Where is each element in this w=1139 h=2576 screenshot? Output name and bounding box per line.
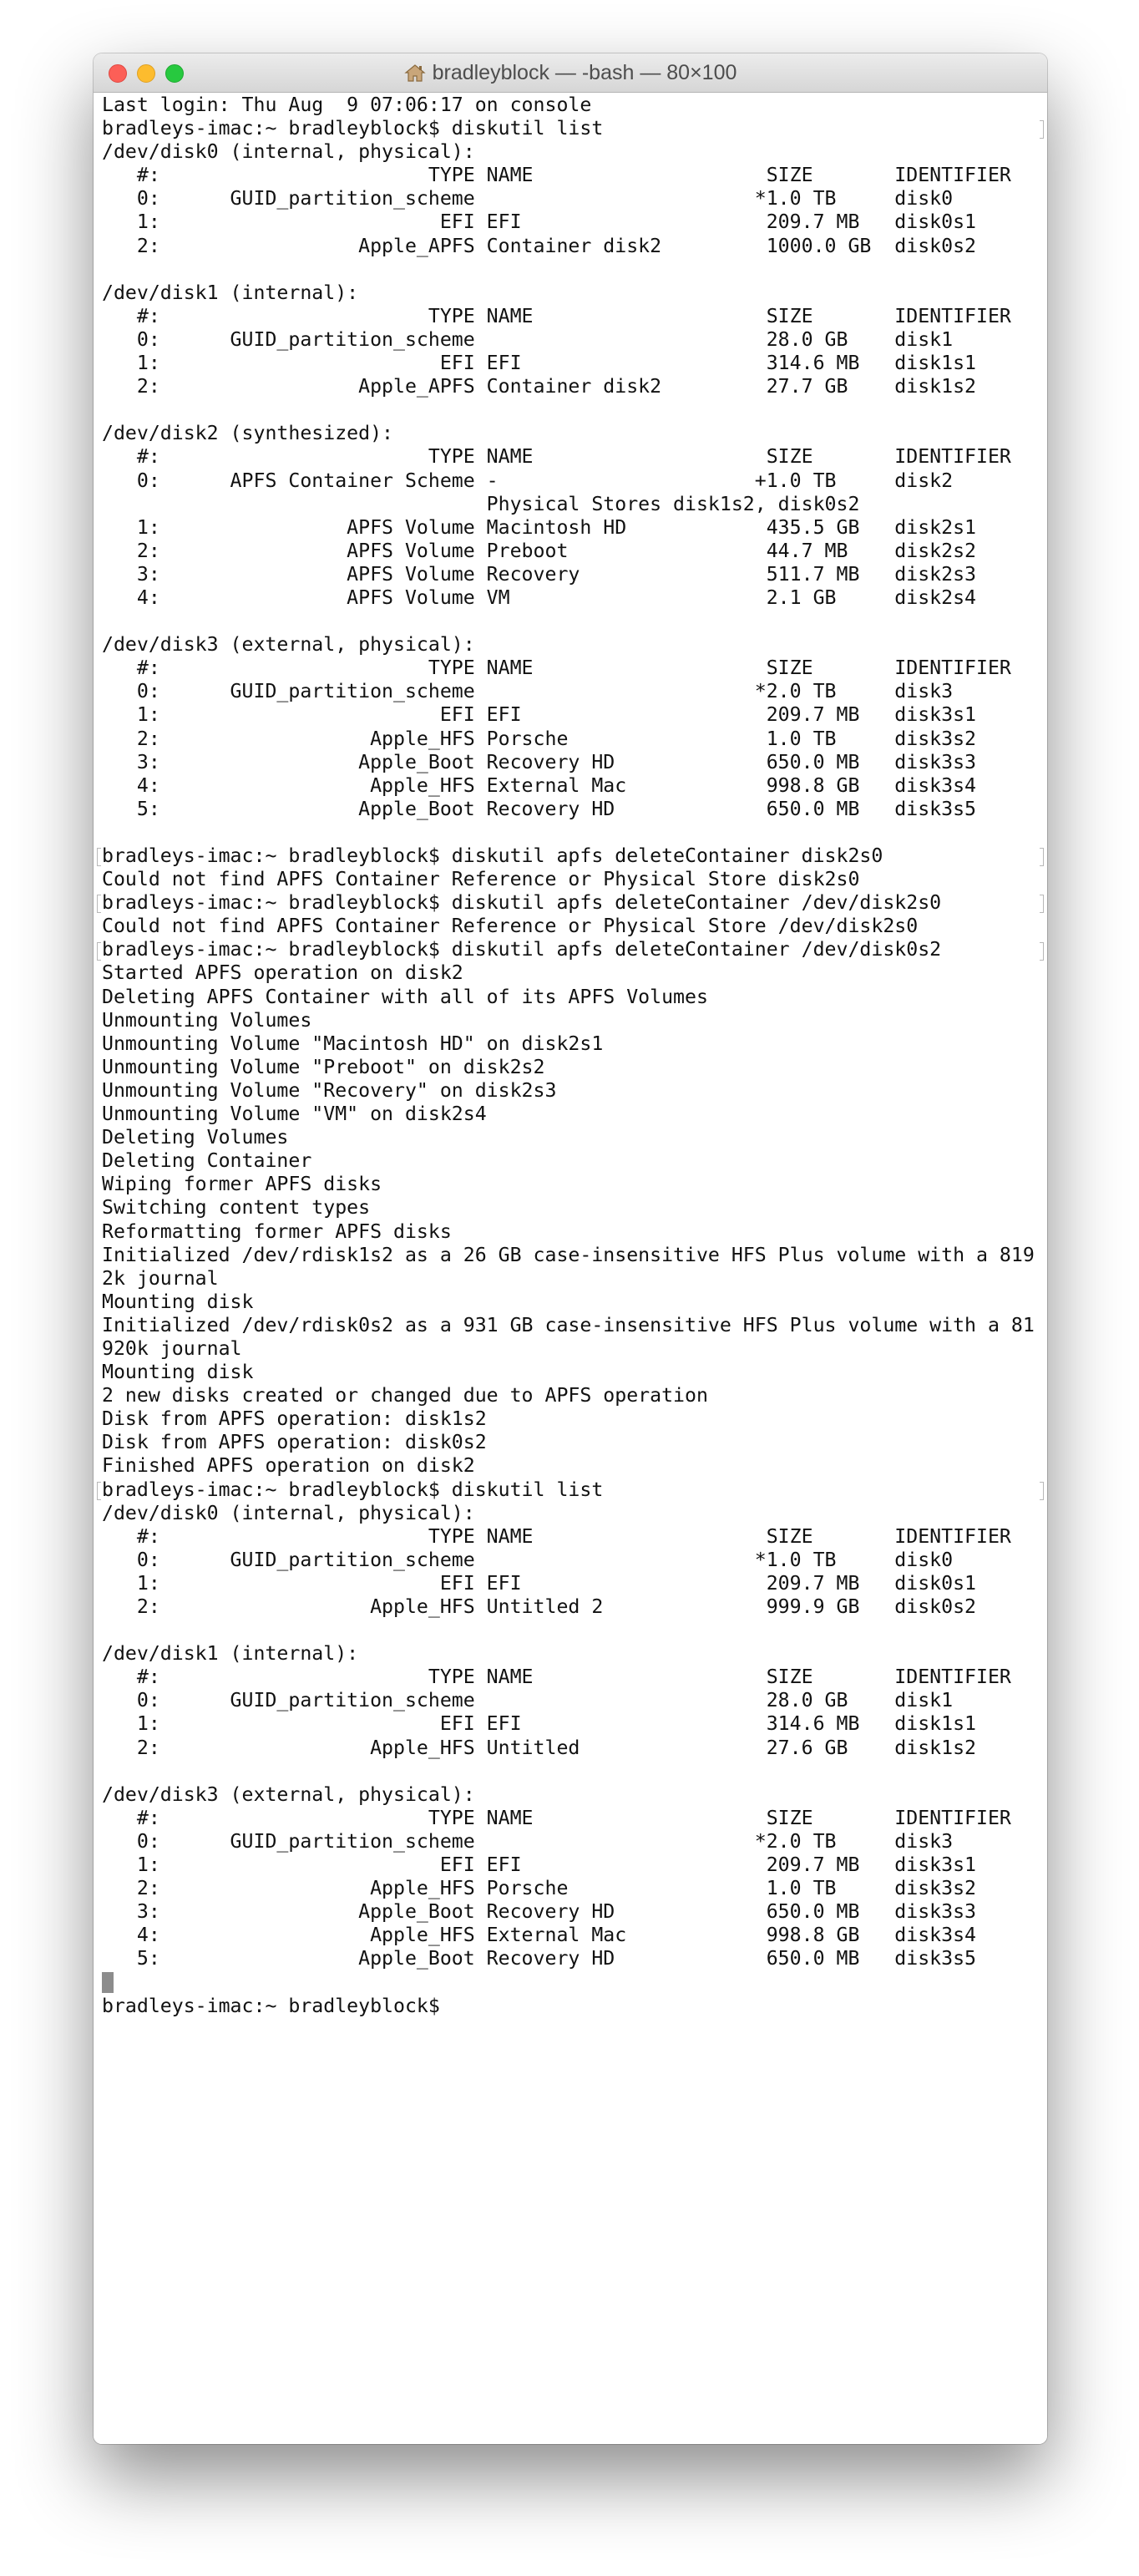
- line-text: Last login: Thu Aug 9 07:06:17 on console: [102, 94, 592, 116]
- line-text: 2: APFS Volume Preboot 44.7 MB disk2s2: [102, 539, 977, 562]
- line-text: Mounting disk: [102, 1361, 254, 1384]
- output-line: [102, 1595, 1037, 1619]
- output-line: [102, 187, 1037, 210]
- line-text: 0: APFS Container Scheme - +1.0 TB disk2: [102, 469, 954, 492]
- line-text: Could not find APFS Container Reference or Physical Store disk2s0: [102, 868, 860, 891]
- prompt-mark-left: [97, 895, 101, 913]
- house-icon: [404, 56, 426, 74]
- line-text: Could not find APFS Container Reference or Physical Store /dev/disk2s0: [102, 915, 919, 938]
- output-line: [102, 1361, 1037, 1384]
- line-text: 5: Apple_Boot Recovery HD 650.0 MB disk3s5: [102, 1947, 977, 1970]
- output-line: [102, 1337, 1037, 1361]
- output-line: [102, 164, 1037, 187]
- line-text: 0: GUID_partition_scheme 28.0 GB disk1: [102, 327, 954, 351]
- output-line: [102, 1431, 1037, 1454]
- output-line: [102, 633, 1037, 657]
- window-title: [94, 53, 1047, 92]
- line-text: /dev/disk1 (internal):: [102, 281, 359, 304]
- output-line: [102, 961, 1037, 985]
- line-text: Finished APFS operation on disk2: [102, 1454, 475, 1478]
- line-text: 4: Apple_HFS External Mac 998.8 GB disk3s4: [102, 773, 977, 797]
- line-text: Unmounting Volume "Macintosh HD" on disk2s1: [102, 1032, 604, 1055]
- output-line: [102, 1525, 1037, 1549]
- output-line: [102, 1314, 1037, 1337]
- output-line: [102, 493, 1037, 516]
- output-line: [102, 1900, 1037, 1924]
- terminal-content[interactable]: [94, 93, 1047, 2444]
- line-text: 2: Apple_HFS Untitled 27.6 GB disk1s2: [102, 1736, 977, 1759]
- line-text: Disk from APFS operation: disk0s2: [102, 1431, 487, 1454]
- line-text: 1: EFI EFI 314.6 MB disk1s1: [102, 352, 977, 375]
- output-line: [102, 1244, 1037, 1267]
- line-text: #: TYPE NAME SIZE IDENTIFIER: [102, 657, 1011, 680]
- output-line: [102, 1009, 1037, 1032]
- line-text: 1: EFI EFI 209.7 MB disk3s1: [102, 1853, 977, 1877]
- line-text: /dev/disk2 (synthesized):: [102, 422, 394, 445]
- output-line: [102, 728, 1037, 751]
- output-line: [102, 703, 1037, 727]
- prompt-line: [102, 938, 1037, 961]
- line-text: 1: EFI EFI 209.7 MB disk0s1: [102, 1571, 977, 1595]
- output-line: [102, 1853, 1037, 1877]
- line-text: bradleys-imac:~ bradleyblock$ diskutil list: [102, 117, 604, 140]
- output-line: [102, 1149, 1037, 1173]
- prompt-line: [102, 1478, 1037, 1502]
- output-line: [102, 1502, 1037, 1525]
- output-line: [102, 1407, 1037, 1431]
- line-text: 1: EFI EFI 209.7 MB disk0s1: [102, 210, 977, 234]
- title-bar[interactable]: [94, 53, 1047, 93]
- line-text: Unmounting Volume "VM" on disk2s4: [102, 1103, 487, 1126]
- output-line: [102, 540, 1037, 563]
- output-line: [102, 1760, 1037, 1783]
- line-text: 2: Apple_APFS Container disk2 27.7 GB disk1s2: [102, 375, 977, 398]
- output-line: [102, 657, 1037, 680]
- output-line: [102, 281, 1037, 305]
- output-line: [102, 1572, 1037, 1595]
- output-line: [102, 375, 1037, 398]
- line-text: Deleting APFS Container with all of its APFS Volumes: [102, 985, 708, 1008]
- output-line: [102, 94, 1037, 117]
- output-line: [102, 1220, 1037, 1244]
- output-line: [102, 1947, 1037, 1970]
- output-line: [102, 235, 1037, 258]
- line-text: bradleys-imac:~ bradleyblock$ diskutil apfs deleteContainer /dev/disk2s0: [102, 891, 942, 915]
- output-line: [102, 751, 1037, 774]
- line-text: 0: GUID_partition_scheme 28.0 GB disk1: [102, 1689, 954, 1712]
- prompt-mark-right: [1040, 120, 1044, 139]
- output-line: [102, 1666, 1037, 1689]
- output-line: [102, 915, 1037, 938]
- output-line: [102, 210, 1037, 234]
- output-line: [102, 398, 1037, 422]
- output-line: [102, 868, 1037, 891]
- output-line: [102, 680, 1037, 703]
- prompt-mark-left: [97, 942, 101, 961]
- line-text: 3: Apple_Boot Recovery HD 650.0 MB disk3s3: [102, 750, 977, 773]
- line-text: Unmounting Volume "Preboot" on disk2s2: [102, 1055, 545, 1078]
- line-text: 2: Apple_APFS Container disk2 1000.0 GB disk0s2: [102, 234, 977, 257]
- output-line: [102, 1032, 1037, 1056]
- output-line: [102, 798, 1037, 821]
- line-text: #: TYPE NAME SIZE IDENTIFIER: [102, 164, 1011, 187]
- prompt-line: [102, 844, 1037, 868]
- output-line: [102, 1549, 1037, 1572]
- terminal-output: [102, 94, 1037, 2018]
- output-line: [102, 1924, 1037, 1947]
- line-text: Reformatting former APFS disks: [102, 1220, 452, 1243]
- prompt-mark-right: [1040, 1482, 1044, 1500]
- line-text: /dev/disk0 (internal, physical):: [102, 140, 475, 164]
- line-text: Switching content types: [102, 1196, 371, 1220]
- line-text: #: TYPE NAME SIZE IDENTIFIER: [102, 1666, 1011, 1689]
- output-line: [102, 352, 1037, 375]
- output-line: [102, 1103, 1037, 1126]
- output-line: [102, 1196, 1037, 1220]
- line-text: /dev/disk3 (external, physical):: [102, 1782, 475, 1806]
- line-text: #: TYPE NAME SIZE IDENTIFIER: [102, 445, 1011, 469]
- window-title-text: bradleyblock — -bash — 80×100: [432, 61, 737, 84]
- line-text: bradleys-imac:~ bradleyblock$ diskutil apfs deleteContainer /dev/disk0s2: [102, 938, 942, 961]
- output-line: [102, 1454, 1037, 1478]
- line-text: /dev/disk0 (internal, physical):: [102, 1501, 475, 1524]
- output-line: [102, 1971, 1037, 1995]
- line-text: 2 new disks created or changed due to APFS operation: [102, 1384, 708, 1407]
- line-text: 920k journal: [102, 1336, 242, 1360]
- line-text: 0: GUID_partition_scheme *2.0 TB disk3: [102, 680, 954, 703]
- line-text: /dev/disk3 (external, physical):: [102, 633, 475, 657]
- output-line: [102, 1712, 1037, 1736]
- terminal-window: [94, 53, 1047, 2444]
- line-text: 0: GUID_partition_scheme *2.0 TB disk3: [102, 1829, 954, 1853]
- output-line: [102, 1783, 1037, 1807]
- line-text: #: TYPE NAME SIZE IDENTIFIER: [102, 1524, 1011, 1548]
- prompt-line: [102, 117, 1037, 140]
- prompt-mark-right: [1040, 895, 1044, 913]
- prompt-mark-right: [1040, 942, 1044, 961]
- text-cursor: [102, 1972, 114, 1993]
- output-line: [102, 1619, 1037, 1642]
- line-text: 2: Apple_HFS Porsche 1.0 TB disk3s2: [102, 727, 977, 750]
- prompt-mark-right: [1040, 848, 1044, 866]
- output-line: [102, 1995, 1037, 2018]
- line-text: Physical Stores disk1s2, disk0s2: [102, 492, 860, 515]
- output-line: [102, 821, 1037, 844]
- line-text: #: TYPE NAME SIZE IDENTIFIER: [102, 304, 1011, 327]
- line-text: Disk from APFS operation: disk1s2: [102, 1407, 487, 1431]
- prompt-mark-left: [97, 1482, 101, 1500]
- line-text: Initialized /dev/rdisk1s2 as a 26 GB case-insensitive HFS Plus volume with a 819: [102, 1243, 1035, 1266]
- output-line: [102, 305, 1037, 328]
- line-text: 0: GUID_partition_scheme *1.0 TB disk0: [102, 187, 954, 210]
- output-line: [102, 516, 1037, 540]
- line-text: 1: EFI EFI 314.6 MB disk1s1: [102, 1712, 977, 1736]
- output-line: [102, 140, 1037, 164]
- line-text: 2: Apple_HFS Porsche 1.0 TB disk3s2: [102, 1877, 977, 1900]
- output-line: [102, 1126, 1037, 1149]
- line-text: 5: Apple_Boot Recovery HD 650.0 MB disk3s5: [102, 797, 977, 820]
- line-text: Wiping former APFS disks: [102, 1173, 382, 1196]
- line-text: 0: GUID_partition_scheme *1.0 TB disk0: [102, 1548, 954, 1571]
- output-line: [102, 1877, 1037, 1900]
- line-text: #: TYPE NAME SIZE IDENTIFIER: [102, 1806, 1011, 1829]
- line-text: 4: Apple_HFS External Mac 998.8 GB disk3s4: [102, 1924, 977, 1947]
- line-text: Deleting Volumes: [102, 1126, 289, 1149]
- output-line: [102, 586, 1037, 610]
- line-text: Mounting disk: [102, 1290, 254, 1313]
- output-line: [102, 1737, 1037, 1760]
- line-text: 3: APFS Volume Recovery 511.7 MB disk2s3: [102, 562, 977, 586]
- line-text: Initialized /dev/rdisk0s2 as a 931 GB case-insensitive HFS Plus volume with a 81: [102, 1313, 1035, 1336]
- line-text: 2: Apple_HFS Untitled 2 999.9 GB disk0s2: [102, 1595, 977, 1618]
- line-text: Unmounting Volume "Recovery" on disk2s3: [102, 1078, 557, 1102]
- output-line: [102, 1384, 1037, 1407]
- output-line: [102, 1642, 1037, 1666]
- line-text: 4: APFS Volume VM 2.1 GB disk2s4: [102, 586, 977, 609]
- line-text: 1: EFI EFI 209.7 MB disk3s1: [102, 703, 977, 727]
- line-text: Started APFS operation on disk2: [102, 961, 463, 985]
- line-text: Deleting Container: [102, 1149, 312, 1173]
- line-text: bradleys-imac:~ bradleyblock$ diskutil list: [102, 1478, 604, 1501]
- prompt-mark-left: [97, 848, 101, 866]
- prompt-line: [102, 891, 1037, 915]
- output-line: [102, 328, 1037, 352]
- output-line: [102, 1173, 1037, 1196]
- output-line: [102, 1689, 1037, 1712]
- output-line: [102, 1830, 1037, 1853]
- output-line: [102, 258, 1037, 281]
- output-line: [102, 422, 1037, 445]
- line-text: /dev/disk1 (internal):: [102, 1642, 359, 1666]
- line-text: 3: Apple_Boot Recovery HD 650.0 MB disk3s3: [102, 1900, 977, 1924]
- line-text: 1: APFS Volume Macintosh HD 435.5 GB disk2s1: [102, 515, 977, 539]
- output-line: [102, 469, 1037, 493]
- output-line: [102, 774, 1037, 798]
- output-line: [102, 1079, 1037, 1103]
- output-line: [102, 1807, 1037, 1830]
- line-text: 2k journal: [102, 1266, 219, 1290]
- line-text: bradleys-imac:~ bradleyblock$: [102, 1994, 452, 2017]
- output-line: [102, 1267, 1037, 1291]
- output-line: [102, 986, 1037, 1009]
- output-line: [102, 1291, 1037, 1314]
- output-line: [102, 610, 1037, 633]
- line-text: bradleys-imac:~ bradleyblock$ diskutil apfs deleteContainer disk2s0: [102, 844, 883, 867]
- output-line: [102, 563, 1037, 586]
- line-text: Unmounting Volumes: [102, 1008, 312, 1032]
- output-line: [102, 1056, 1037, 1079]
- output-line: [102, 445, 1037, 469]
